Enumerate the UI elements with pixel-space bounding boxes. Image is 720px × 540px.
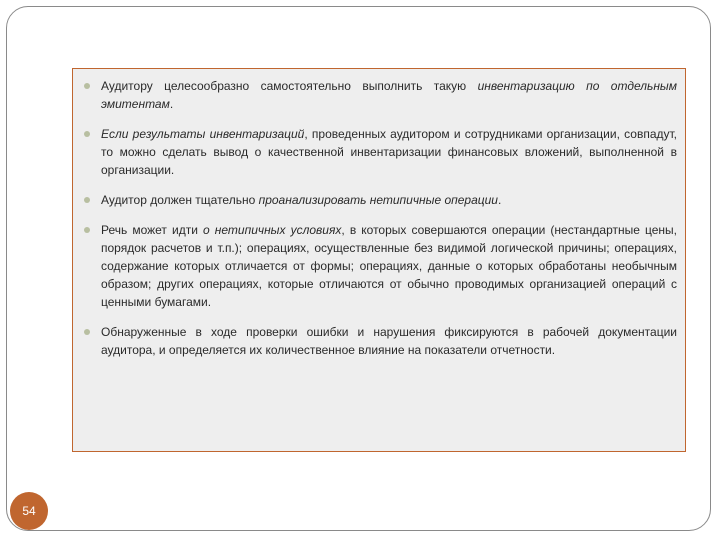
bullet-1-text: Аудитору целесообразно самостоятельно выполнить такую [101, 79, 478, 93]
bullet-1-emphasis: инвентаризацию по отдельным эмитентам [101, 79, 677, 111]
page-number-badge: 54 [10, 492, 48, 530]
bullet-3-end: . [497, 193, 502, 207]
bullet-3-emphasis: проанализировать нетипичные операции [258, 193, 498, 207]
bullet-4-emphasis: о нетипичных условиях [203, 223, 342, 237]
bullet-1-end: . [169, 97, 174, 111]
bullet-4-text: Речь может идти [101, 223, 204, 237]
bullet-item-1 [83, 77, 677, 113]
bullet-2-emphasis: Если результаты инвентаризаций [101, 127, 305, 141]
bullet-2-text: , проведенных аудитором и сотрудниками организации, совпадут, то можно сделать вывод о качественной инвентаризации финансовых вложений, выполненной в организации. [101, 127, 677, 177]
content-box [72, 68, 686, 452]
bullet-5-text: Обнаруженные в ходе проверки ошибки и нарушения фиксируются в рабочей документации аудитора, и определяется их количественное влияние на показатели отчетности. [101, 325, 677, 357]
bullet-item-5 [83, 323, 677, 359]
bullet-dot-icon [84, 227, 90, 233]
bullet-item-2 [83, 125, 677, 179]
bullet-4-rest: , в которых совершаются операции (нестандартные цены, порядок расчетов и т.п.); операциях, осуществленные без видимой логической причины; операциях, содержание которых отличается от формы; операциях, данные о которых обработаны необычным образом; других операциях, которые отличаются от обычно проводимых организацией операций с ценными бумагами. [101, 223, 677, 309]
bullet-dot-icon [84, 83, 90, 89]
bullet-3-text: Аудитор должен тщательно [101, 193, 259, 207]
bullet-item-4 [83, 221, 677, 311]
bullet-dot-icon [84, 197, 90, 203]
bullet-dot-icon [84, 329, 90, 335]
bullet-item-3 [83, 191, 677, 209]
bullet-list [83, 77, 677, 371]
bullet-dot-icon [84, 131, 90, 137]
